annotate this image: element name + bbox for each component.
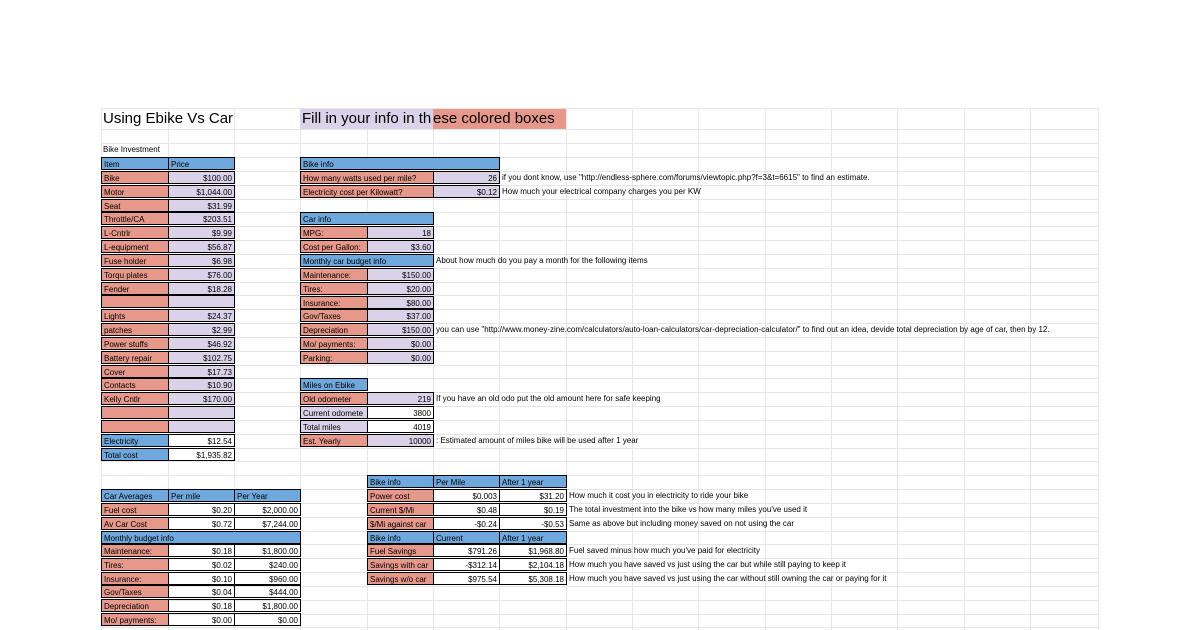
miles-label: Current odomete	[300, 406, 368, 419]
miles-value: 4019	[367, 420, 434, 433]
bike-item-name	[101, 295, 169, 308]
bike-item-price[interactable]: $10.90	[168, 378, 235, 391]
miles-heading: Miles on Ebike	[300, 378, 368, 391]
car-monthly-label: Maintenance:	[101, 544, 169, 557]
car-avg-per-year: $2,000.00	[234, 503, 301, 516]
col-header-current: Current	[433, 531, 500, 544]
monthly-car-label: Tires:	[300, 282, 368, 295]
bike-result-per-mile: $0.48	[433, 503, 500, 516]
bike-item-name: Cover	[101, 365, 169, 378]
bike-item-name: Contacts	[101, 378, 169, 391]
bike-result-label: Current $/Mi	[367, 503, 434, 516]
monthly-car-input[interactable]: $20.00	[367, 282, 434, 295]
monthly-car-input[interactable]: $0.00	[367, 351, 434, 364]
bike-item-name: L-equipment	[101, 240, 169, 253]
car-monthly-per-mile: $0.00	[168, 613, 235, 626]
bike-item-name: Battery repair	[101, 351, 169, 364]
cost-per-gallon-input[interactable]: $3.60	[367, 240, 434, 253]
bike-result-note: How much it cost you in electricity to ride your bike	[569, 491, 749, 500]
bike-item-price[interactable]	[168, 406, 235, 419]
fill-info-instruction-colored: ese colored boxes	[433, 109, 566, 129]
col-header-per-mile: Per mile	[168, 489, 235, 502]
bike-investment-heading: Bike Investment	[103, 145, 160, 154]
bike-item-price[interactable]: $31.99	[168, 199, 235, 212]
monthly-car-input[interactable]: $80.00	[367, 296, 434, 309]
car-monthly-per-mile: $0.18	[168, 544, 235, 557]
miles-label: Old odometer	[300, 392, 368, 405]
bike-item-name: patches	[101, 323, 169, 336]
monthly-car-label: Maintenance:	[300, 268, 368, 281]
bike-savings-current: $791.26	[433, 544, 500, 557]
col-header-car-averages: Car Averages	[101, 489, 169, 502]
monthly-car-input[interactable]: $0.00	[367, 337, 434, 350]
cost-per-gallon-label: Cost per Gallon:	[300, 240, 368, 253]
car-monthly-per-year: $1,800.00	[234, 599, 301, 612]
car-info-heading: Car info	[300, 212, 434, 225]
miles-note: : Estimated amount of miles bike will be used after 1 year	[436, 436, 639, 445]
miles-label: Total miles	[300, 420, 368, 433]
monthly-car-note: you can use "http://www.money-zine.com/calculators/auto-loan-calculators/car-depreciation-calculator/" to find out an idea, devide total depreciation by age of car, then by 12.	[436, 325, 1050, 335]
fill-info-instruction: Fill in your info in th	[302, 110, 432, 127]
bike-item-price[interactable]: $170.00	[168, 392, 235, 405]
bike-item-name	[101, 406, 169, 419]
bike-item-price[interactable]: $46.92	[168, 337, 235, 350]
monthly-car-input[interactable]: $150.00	[367, 268, 434, 281]
bike-item-price: $12.54	[168, 434, 235, 447]
bike-item-price[interactable]: $100.00	[168, 171, 235, 184]
bike-result-label: $/Mi against car	[367, 517, 434, 530]
car-avg-label: Fuel cost	[101, 503, 169, 516]
monthly-car-label: Gov/Taxes	[300, 309, 368, 322]
car-monthly-per-mile: $0.18	[168, 599, 235, 612]
car-monthly-per-mile: $0.02	[168, 558, 235, 571]
monthly-car-input[interactable]: $37.00	[367, 309, 434, 322]
watts-per-mile-label: How many watts used per mile?	[300, 171, 434, 184]
car-avg-per-year: $7,244.00	[234, 517, 301, 530]
col-header-per-year: Per Year	[234, 489, 301, 502]
bike-item-name: Seat	[101, 199, 169, 212]
bike-item-name: Electricity	[101, 434, 169, 447]
monthly-car-label: Parking:	[300, 351, 368, 364]
col-header-item: Item	[101, 157, 169, 170]
mpg-input[interactable]: 18	[367, 226, 434, 239]
bike-item-name: Motor	[101, 185, 169, 198]
bike-item-name: Fender	[101, 282, 169, 295]
col-header-after-1-year: After 1 year	[499, 475, 567, 488]
car-monthly-per-mile: $0.10	[168, 572, 235, 585]
car-monthly-label: Gov/Taxes	[101, 585, 169, 598]
sheet-title: Using Ebike Vs Car	[103, 110, 234, 127]
bike-item-name	[101, 420, 169, 433]
car-avg-per-mile: $0.20	[168, 503, 235, 516]
bike-savings-current: $975.54	[433, 572, 500, 585]
car-monthly-per-year: $240.00	[234, 558, 301, 571]
miles-note: If you have an old odo put the old amount here for safe keeping	[436, 394, 661, 403]
bike-item-name: Torqu plates	[101, 268, 169, 281]
electricity-cost-input[interactable]: $0.12	[433, 185, 500, 198]
bike-item-name: L-Cntrlr	[101, 226, 169, 239]
col-header-bike-info-2: Bike info	[367, 531, 434, 544]
car-monthly-label: Tires:	[101, 558, 169, 571]
bike-item-name: Bike	[101, 171, 169, 184]
monthly-car-budget-heading: Monthly car budget info	[300, 254, 434, 267]
bike-savings-after-year: $5,308.18	[499, 572, 567, 585]
bike-item-price[interactable]	[168, 295, 235, 308]
electricity-cost-label: Electricity cost per Kilowatt?	[300, 185, 434, 198]
bike-result-per-mile: -$0.24	[433, 517, 500, 530]
bike-result-per-mile: $0.003	[433, 489, 500, 502]
car-avg-per-mile: $0.72	[168, 517, 235, 530]
car-monthly-per-year: $960.00	[234, 572, 301, 585]
bike-item-name: Fuse holder	[101, 254, 169, 267]
miles-value[interactable]: 10000	[367, 434, 434, 447]
bike-savings-current: -$312.14	[433, 558, 500, 571]
bike-savings-note: Fuel saved minus how much you've paid for electricity	[569, 546, 760, 555]
bike-item-name: Lights	[101, 309, 169, 322]
bike-result-after-year: $31.20	[499, 489, 567, 502]
bike-savings-after-year: $1,968.80	[499, 544, 567, 557]
monthly-car-label: Mo/ payments:	[300, 337, 368, 350]
bike-savings-after-year: $2,104.18	[499, 558, 567, 571]
bike-item-price[interactable]: $6.98	[168, 254, 235, 267]
bike-item-price[interactable]: $56.87	[168, 240, 235, 253]
col-header-per-mile-bike: Per Mile	[433, 475, 500, 488]
bike-savings-label: Savings with car	[367, 558, 434, 571]
bike-savings-label: Savings w/o car	[367, 572, 434, 585]
monthly-car-label: Insurance:	[300, 296, 368, 309]
car-monthly-label: Depreciation	[101, 599, 169, 612]
car-monthly-per-mile: $0.04	[168, 585, 235, 598]
car-monthly-per-year: $0.00	[234, 613, 301, 626]
miles-value: 3800	[367, 406, 434, 419]
bike-item-price[interactable]: $2.99	[168, 323, 235, 336]
bike-item-price[interactable]: $203.51	[168, 212, 235, 225]
bike-item-price[interactable]: $18.28	[168, 282, 235, 295]
bike-savings-note: How much you have saved vs just using the car but while still paying to keep it	[569, 560, 847, 569]
monthly-budget-heading: Monthly budget info	[101, 531, 301, 544]
bike-item-name: Kelly Cntlr	[101, 392, 169, 405]
bike-info-heading: Bike info	[300, 157, 500, 170]
watts-per-mile-input[interactable]: 26	[433, 171, 500, 184]
bike-result-label: Power cost	[367, 489, 434, 502]
bike-savings-label: Fuel Savings	[367, 544, 434, 557]
car-monthly-label: Mo/ payments:	[101, 613, 169, 626]
bike-item-price: $1,935.82	[168, 448, 235, 461]
bike-result-after-year: $0.19	[499, 503, 567, 516]
col-header-bike-info: Bike info	[367, 475, 434, 488]
bike-item-price[interactable]: $76.00	[168, 268, 235, 281]
miles-label: Est. Yearly	[300, 434, 368, 447]
bike-result-note: Same as above but including money saved on not using the car	[569, 519, 795, 528]
bike-savings-note: How much you have saved vs just using the car without still owning the car or paying for it	[569, 574, 887, 583]
miles-value[interactable]: 219	[367, 392, 434, 405]
bike-item-price[interactable]: $17.73	[168, 365, 235, 378]
bike-item-price[interactable]	[168, 420, 235, 433]
bike-item-price[interactable]: $24.37	[168, 309, 235, 322]
monthly-car-label: Depreciation	[300, 323, 368, 336]
bike-item-name: Total cost	[101, 448, 169, 461]
bike-item-name: Throttle/CA	[101, 212, 169, 225]
monthly-car-input[interactable]: $150.00	[367, 323, 434, 336]
watts-per-mile-note: if you dont know, use "http://endless-sphere.com/forums/viewtopic.php?f=3&t=6615" to find an estimate.	[502, 173, 870, 182]
col-header-after-1-year-2: After 1 year	[499, 531, 567, 544]
car-monthly-per-year: $444.00	[234, 585, 301, 598]
car-avg-label: Av Car Cost	[101, 517, 169, 530]
bike-item-price[interactable]: $9.99	[168, 226, 235, 239]
bike-item-name: Power stuffs	[101, 337, 169, 350]
car-monthly-per-year: $1,800.00	[234, 544, 301, 557]
monthly-car-budget-note: About how much do you pay a month for the following items	[436, 256, 648, 265]
car-monthly-label: Insurance:	[101, 572, 169, 585]
bike-result-after-year: -$0.53	[499, 517, 567, 530]
electricity-cost-note: How much your electrical company charges you per KW	[502, 187, 701, 196]
bike-item-price[interactable]: $102.75	[168, 351, 235, 364]
col-header-price: Price	[168, 157, 235, 170]
bike-item-price[interactable]: $1,044.00	[168, 185, 235, 198]
bike-result-note: The total investment into the bike vs how many miles you've used it	[569, 505, 808, 514]
mpg-label: MPG:	[300, 226, 368, 239]
